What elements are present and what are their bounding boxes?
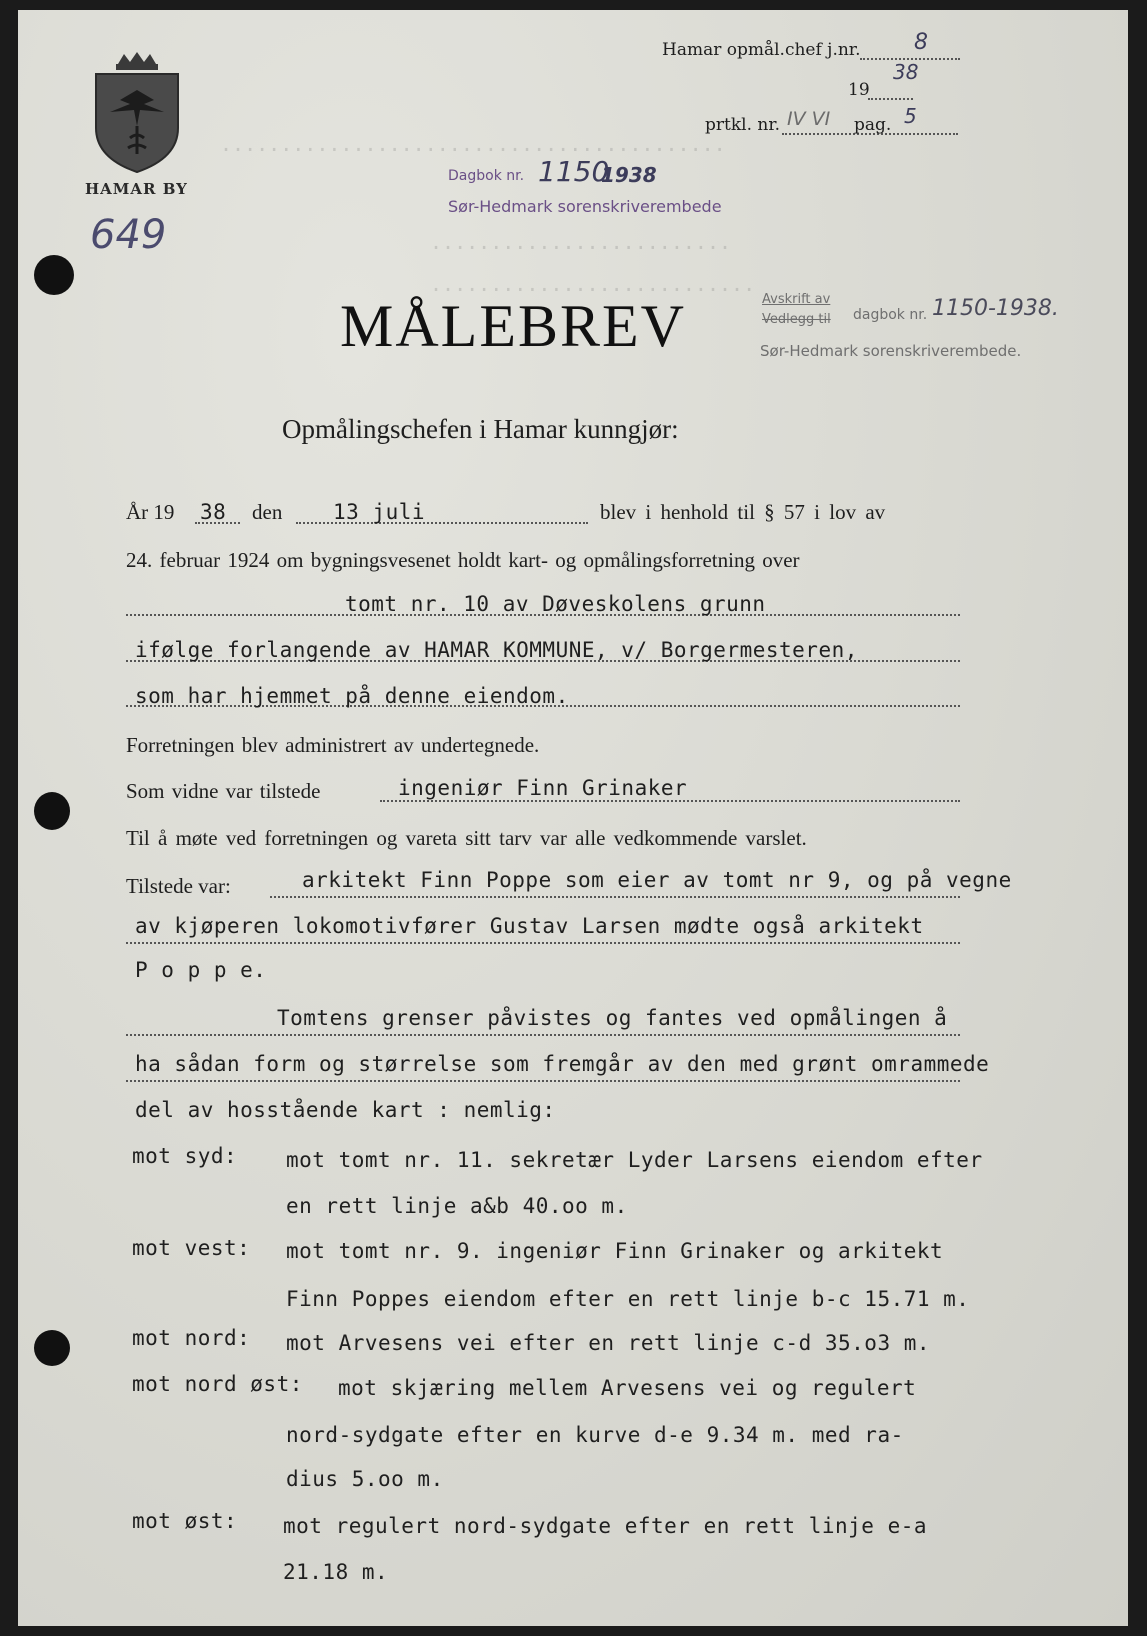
dagbok-stamp-number: 1150 <box>538 155 610 188</box>
present-line1: arkitekt Finn Poppe som eier av tomt nr 9, og på vegne <box>302 868 1012 892</box>
dotted-line <box>126 942 960 944</box>
present-line3: P o p p e. <box>135 958 267 982</box>
present-label: Tilstede var: <box>126 874 231 898</box>
intro-ownership: som har hjemmet på denne eiendom. <box>135 684 569 708</box>
body-paragraph-2: ha sådan form og størrelse som fremgår av den med grønt omrammede <box>135 1052 990 1076</box>
dotted-line <box>270 896 960 898</box>
bleed-through-text: .......................................... <box>220 132 726 156</box>
intro-date-label: den <box>252 500 283 524</box>
boundary-south-line1: mot tomt nr. 11. sekretær Lyder Larsens eiendom efter <box>286 1148 983 1172</box>
boundary-east-line2: 21.18 m. <box>283 1560 389 1584</box>
bleed-through-text: ......................... <box>430 230 732 254</box>
document-title: MÅLEBREV <box>340 293 686 359</box>
boundary-northeast-label: mot nord øst: <box>132 1372 303 1396</box>
journal-number-value: 8 <box>914 30 928 55</box>
intro-property: tomt nr. 10 av Døveskolens grunn <box>345 592 766 616</box>
dotted-line <box>868 98 913 100</box>
copy-stamp-struck: Vedlegg til <box>762 312 831 327</box>
page-label: pag. <box>854 115 892 135</box>
protocol-label: prtkl. nr. <box>705 115 780 135</box>
dotted-line <box>380 800 960 802</box>
bleed-through-text: ........................... <box>430 272 756 296</box>
punch-hole <box>34 792 70 830</box>
intro-requester: ifølge forlangende av HAMAR KOMMUNE, v/ Borgermesteren, <box>135 638 858 662</box>
intro-year-value: 38 <box>200 500 227 524</box>
boundary-northeast-line2: nord-sydgate efter en kurve d-e 9.34 m. med ra- <box>286 1423 904 1447</box>
present-line2: av kjøperen lokomotivfører Gustav Larsen mødte også arkitekt <box>135 914 924 938</box>
city-crest <box>90 50 185 175</box>
boundary-northeast-line1: mot skjæring mellem Arvesens vei og regulert <box>338 1376 917 1400</box>
protocol-value: IV VI <box>787 108 831 130</box>
dotted-line <box>126 1034 960 1036</box>
dagbok-stamp-office: Sør-Hedmark sorenskriverembede <box>448 197 722 216</box>
dagbok-stamp-label: Dagbok nr. <box>448 168 525 184</box>
boundary-south-line2: en rett linje a&b 40.oo m. <box>286 1194 628 1218</box>
boundary-north-line1: mot Arvesens vei efter en rett linje c-d 35.o3 m. <box>286 1331 931 1355</box>
boundary-west-line1: mot tomt nr. 9. ingeniør Finn Grinaker og arkitekt <box>286 1239 944 1263</box>
body-paragraph-1: Tomtens grenser påvistes og fantes ved opmålingen å <box>277 1006 948 1030</box>
witness-value: ingeniør Finn Grinaker <box>398 776 688 800</box>
journal-number-label: Hamar opmål.chef j.nr. <box>662 40 861 60</box>
handwritten-number: 649 <box>90 212 167 258</box>
body-paragraph-3: del av hosstående kart : nemlig: <box>135 1098 556 1122</box>
copy-stamp-dagbok-value: 1150-1938. <box>932 296 1059 321</box>
intro-line2: 24. februar 1924 om bygningsvesenet holdt kart- og opmålingsforretning over <box>126 548 800 572</box>
intro-line8: Til å møte ved forretningen og vareta sitt tarv var alle vedkommende varslet. <box>126 826 807 850</box>
dagbok-stamp-year: 1938 <box>601 163 657 187</box>
copy-stamp-office: Sør-Hedmark sorenskriverembede. <box>760 342 1022 360</box>
page-value: 5 <box>904 104 917 128</box>
year-prefix: 19 <box>848 80 870 100</box>
copy-stamp-line1: Avskrift av <box>762 292 831 307</box>
witness-label: Som vidne var tilstede <box>126 779 321 803</box>
crest-city-label: HAMAR BY <box>85 180 188 198</box>
boundary-west-line2: Finn Poppes eiendom efter en rett linje b-c 15.71 m. <box>286 1287 970 1311</box>
intro-line6: Forretningen blev administrert av undertegnede. <box>126 733 540 757</box>
intro-line1-rest: blev i henhold til § 57 i lov av <box>600 500 886 524</box>
boundary-east-label: mot øst: <box>132 1509 238 1533</box>
boundary-west-label: mot vest: <box>132 1236 251 1260</box>
punch-hole <box>34 1330 70 1366</box>
intro-year-label: År 19 <box>126 500 175 524</box>
boundary-south-label: mot syd: <box>132 1144 238 1168</box>
boundary-northeast-line3: dius 5.oo m. <box>286 1467 444 1491</box>
copy-stamp-dagbok-label: dagbok nr. <box>853 307 928 323</box>
boundary-north-label: mot nord: <box>132 1326 251 1350</box>
punch-hole <box>34 255 74 295</box>
crest-shield-icon <box>90 50 185 175</box>
document-subtitle: Opmålingschefen i Hamar kunngjør: <box>282 414 679 444</box>
intro-date-value: 13 juli <box>333 500 426 524</box>
year-value: 38 <box>893 60 919 84</box>
dotted-line <box>126 1080 960 1082</box>
boundary-east-line1: mot regulert nord-sydgate efter en rett linje e-a <box>283 1514 928 1538</box>
